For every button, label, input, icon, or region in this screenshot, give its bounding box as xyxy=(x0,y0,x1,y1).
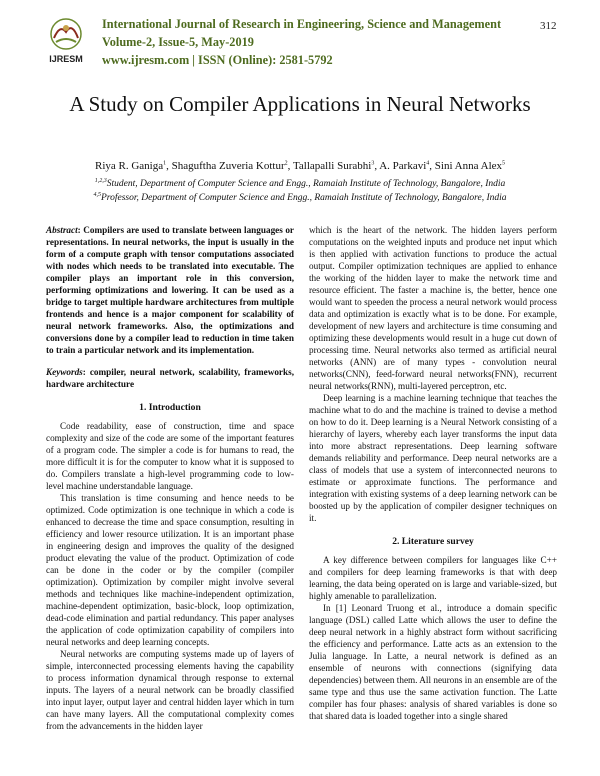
paragraph: This translation is time consuming and hence needs to be optimized. Code optimization is one technique in which a code is enhanced to decrease the time and space consumption, resulting in efficiency and lower resource utilization. It is an important phase in engineering design and improves the quality of the designed product elevating the value of the product. Optimization of code can be done in the coder or by the compiler (compiler optimization). Optimization by compiler might involve several methods and techniques like machine-independent optimization, machine-dependent optimization, basic-block, loop optimization, dead-code elimination and partial redundancy. This paper analyses the application of code optimization capability of compilers into neural networks and deep learning concepts. xyxy=(46,493,294,647)
affiliation-students: $^{1,2,3}$Student, Department of Computer Science and Engg., Ramaiah Institute of Technology, Bangalore, India xyxy=(94,178,506,190)
ijresm-logo xyxy=(40,16,92,66)
page-number: 312 xyxy=(540,20,557,32)
author: Sini Anna Alex xyxy=(434,160,503,172)
journal-header xyxy=(40,16,560,68)
section-heading-literature-survey: 2. Literature survey xyxy=(392,536,474,547)
paragraph: which is the heart of the network. The hidden layers perform computations on the weighted inputs and produce net input which is then applied with activation functions to produce the actual output. Compiler optimization techniques are applied to enhance the working of the hidden layer to make the network time and resource efficient. The faster a machine is, the better, hence one would want to speeden the process a neural network would process data and optimization is exactly what is to be done. For example, development of new layers and architecture is time consuming and optimizing these developments would result in a huge cut down of processing time. Neural networks also termed as artificial neural networks (ANN) are of many types - convolution neural networks(CNN), feed-forward neural networks(FNN), recurrent neural networks(RNN), multi-layered perceptron, etc. xyxy=(309,225,557,391)
affiliation-professors: $^{4,5}$Professor, Department of Computer Science and Engg., Ramaiah Institute of Technology, Bangalore, India xyxy=(93,192,507,204)
svg-text:IJRESM: IJRESM xyxy=(49,54,83,64)
journal-volume: Volume-2, Issue-5, May-2019 xyxy=(102,35,254,49)
author: Tallapalli Surabhi xyxy=(292,160,372,172)
paper-title: A Study on Compiler Applications in Neural Networks xyxy=(69,92,531,116)
section-heading-introduction: 1. Introduction xyxy=(139,402,201,413)
paragraph: Neural networks are computing systems made up of layers of simple, interconnected processing elements having the capability to process information dynamical through response to external inputs. The layers of a neural network can be broadly classified into input layer, output layer and central hidden layer which in turn can have many layers. All the computational complexity comes from the advancements in the hidden layer xyxy=(46,649,294,731)
paragraph: In [1] Leonard Truong et al., introduce a domain specific language (DSL) called Latte which allows the user to define the deep neural network in a highly abstract form without sacrificing the efficiency and performance. Latte acts as an extension to the Julia language. In Latte, a neural network is defined as an ensemble of neurons with connections (signifying data dependencies) between them. All neurons in an ensemble are of the same type and thus use the same activation function. The Latte compiler has four phases: analysis of shared variables is done so that shared data is loaded together into a single shared xyxy=(309,603,557,721)
left-column xyxy=(46,224,294,732)
author: Riya R. Ganiga xyxy=(94,160,164,172)
journal-title: International Journal of Research in Engineering, Science and Management xyxy=(102,17,502,31)
paragraph: A key difference between compilers for languages like C++ and compilers for deep learning frameworks is that with deep learning, the data being operated on is large and variable-sized, but highly amenable to parallelization. xyxy=(309,555,557,601)
author: Shaguftha Zuveria Kottur xyxy=(171,160,285,172)
author-list: Riya R. Ganiga$^1$, Shaguftha Zuveria Kottur$^2$, Tallapalli Surabhi$^3$, A. Parkavi$^4$, Sini Anna Alex$^5$ xyxy=(94,160,506,172)
right-column xyxy=(309,224,557,722)
keywords: Keywords: compiler, neural network, scalability, frameworks, hardware architecture xyxy=(46,367,294,389)
paragraph: Deep learning is a machine learning technique that teaches the machine what to do and the machine is trained to devise a method on how to do it. Deep learning is a Neural Network consisting of a hierarchy of layers, whereby each layer transforms the input data into more abstract representations. Deep learning software demands reliability and performance. Deep neural networks are a class of models that use a system of interconnected neurons to estimate or approximate functions. The performance and integration with existing systems of a deep learning network can be boosted up by the application of compiler designer techniques on it. xyxy=(309,393,557,523)
journal-url: www.ijresm.com | ISSN (Online): 2581-5792 xyxy=(102,53,333,67)
author: A. Parkavi xyxy=(379,160,427,172)
abstract: Abstract: Compilers are used to translate between languages or representations. In neural networks, the input is usually in the form of a compute graph with tensor computations associated with nodes which needs to be translated into executable. The compiler plays an important role in this conversion, performing optimizations and lowering. It can be used as a bridge to target multiple hardware architectures from multiple frontends and hence is a major component for scalability of neural network frameworks. Also, the optimizations and conversions done by a compiler lead to reduction in time taken to train a particular network and its implementation. xyxy=(46,225,294,355)
paragraph: Code readability, ease of construction, time and space complexity and size of the code are some of the important features of a program code. The simpler a code is for humans to read, the more difficult it is for the computer to know what it is supposed to do. Compilers translate a high-level programming code to low-level machine understandable language. xyxy=(46,421,294,491)
